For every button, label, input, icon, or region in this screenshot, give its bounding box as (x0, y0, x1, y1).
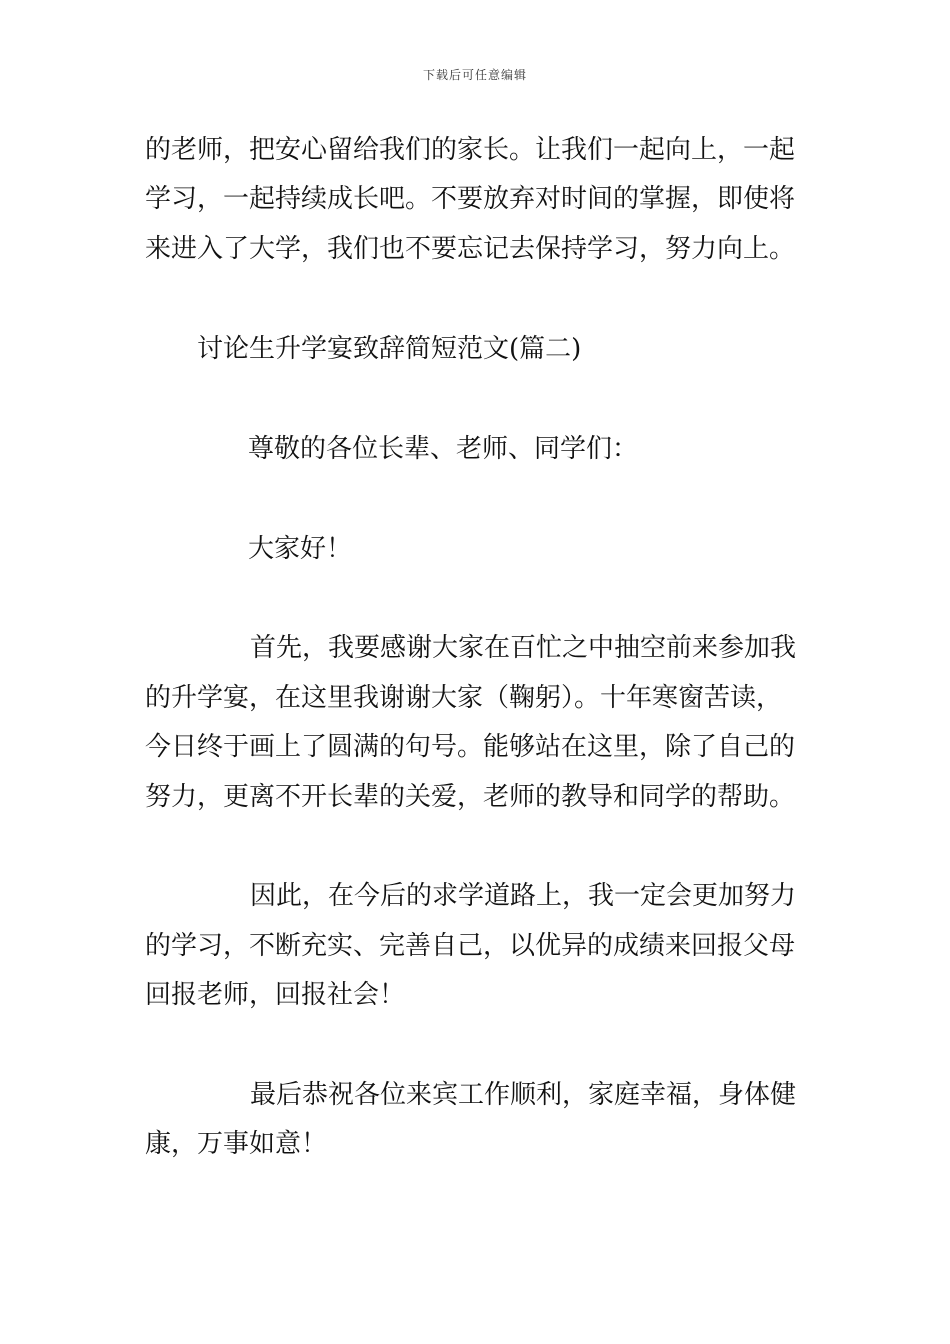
paragraph-line: 的老师，把安心留给我们的家长。让我们一起向上，一起 (145, 135, 796, 165)
header-note: 下载后可任意编辑 (422, 68, 527, 82)
paragraph-line: 来进入了大学，我们也不要忘记去保持学习，努力向上。 (145, 234, 796, 264)
paragraph-line: 努力，更离不开长辈的关爱，老师的教导和同学的帮助。 (145, 782, 796, 812)
paragraph-line: 的学习，不断充实、完善自己，以优异的成绩来回报父母 (145, 931, 796, 961)
paragraph-line: 今日终于画上了圆满的句号。能够站在这里，除了自己的 (145, 732, 796, 762)
greeting: 大家好！ (248, 534, 353, 564)
paragraph-line: 学习，一起持续成长吧。不要放弃对时间的掌握，即使将 (145, 184, 796, 214)
section-heading: 讨论生升学宴致辞简短范文(篇二) (197, 334, 582, 364)
paragraph-line: 因此，在今后的求学道路上，我一定会更加努力 (250, 881, 797, 911)
paragraph-line: 回报老师，回报社会！ (145, 980, 406, 1010)
paragraph-line: 的升学宴，在这里我谢谢大家（鞠躬）。十年寒窗苦读， (145, 683, 783, 713)
salutation: 尊敬的各位长辈、老师、同学们： (248, 434, 639, 464)
paragraph-line: 最后恭祝各位来宾工作顺利，家庭幸福，身体健 (250, 1080, 797, 1110)
paragraph-line: 首先，我要感谢大家在百忙之中抽空前来参加我 (250, 633, 797, 663)
paragraph-line: 康，万事如意！ (145, 1129, 328, 1159)
